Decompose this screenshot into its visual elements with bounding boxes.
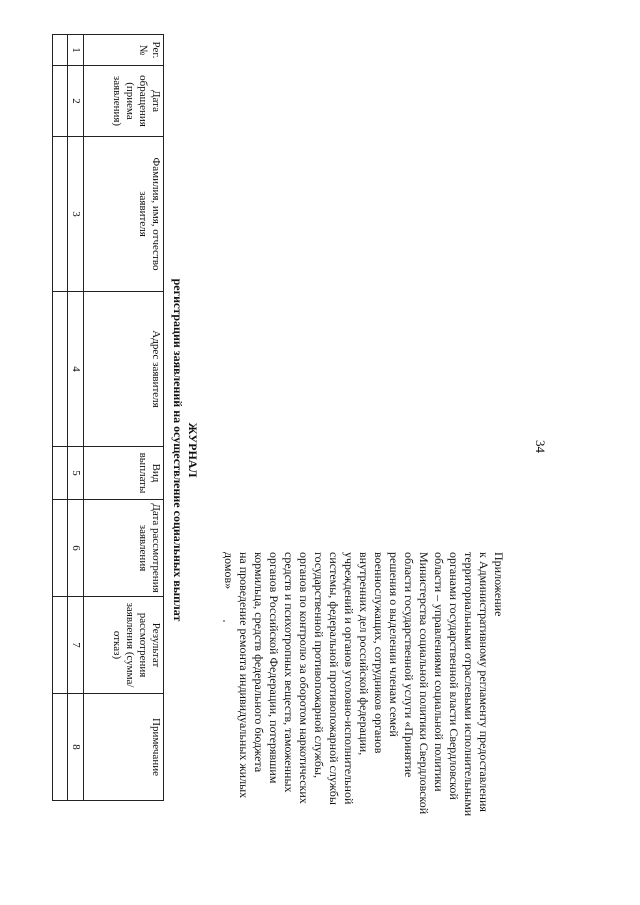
appendix-line: внутренних дел российской федерации,	[357, 552, 371, 756]
appendix-line: решения о выделении членам семей	[387, 552, 401, 737]
appendix-line: средств и психотропных веществ, таможенных	[282, 552, 296, 793]
journal-subtitle: регистрации заявлений на осуществление социальных выплат	[171, 278, 185, 622]
header-applicant-name: Фамилия, имя, отчество заявителя	[84, 137, 164, 292]
scan-speck	[223, 620, 225, 622]
appendix-line: территориальными отраслевыми исполнительными	[462, 552, 476, 817]
header-review-date: Дата рассмотрения заявления	[84, 500, 164, 597]
header-reg-number: Рег. №	[84, 35, 164, 66]
column-number: 8	[68, 694, 84, 801]
table-number-row	[68, 35, 84, 801]
appendix-line: области государственной услуги «Принятие	[402, 552, 416, 778]
registration-table	[52, 34, 164, 801]
page-number: 34	[533, 440, 548, 453]
appendix-line: Министерства социальной политики Свердловской	[417, 552, 431, 815]
appendix-line: военнослужащих, сотрудников органов	[372, 552, 386, 754]
table-cell	[53, 597, 68, 694]
appendix-line: кормильца, средств федерального бюджета	[252, 552, 266, 773]
appendix-line: органов по контролю за оборотом наркотических	[297, 552, 311, 804]
appendix-line: к Административному регламенту предоставления	[477, 552, 491, 812]
table-cell	[53, 694, 68, 801]
appendix-line: Приложение	[492, 552, 506, 617]
appendix-line: системы, федеральной противопожарной службы	[327, 552, 341, 805]
appendix-note	[221, 552, 506, 882]
header-note: Примечание	[84, 694, 164, 801]
table-header-row	[84, 35, 164, 801]
column-number: 1	[68, 35, 84, 66]
column-number: 5	[68, 447, 84, 500]
table-cell	[53, 500, 68, 597]
header-review-result: Результат рассмотрения заявления (сумма/отказ)	[84, 597, 164, 694]
header-application-date: Дата обращения (приема заявления)	[84, 66, 164, 137]
column-number: 4	[68, 292, 84, 447]
journal-heading	[170, 20, 200, 880]
appendix-line: учреждений и органов уголовно-исполнительной	[342, 552, 356, 805]
column-number: 3	[68, 137, 84, 292]
header-applicant-address: Адрес заявителя	[84, 292, 164, 447]
appendix-line: на проведение ремонта индивидуальных жилых	[237, 552, 251, 799]
appendix-line: органов Российской Федерации, потерявшим	[267, 552, 281, 784]
header-payment-type: Вид выплаты	[84, 447, 164, 500]
appendix-line: органами государственной власти Свердловской	[447, 552, 461, 800]
table-cell	[53, 35, 68, 66]
journal-title: ЖУРНАЛ	[186, 422, 200, 478]
table-cell	[53, 292, 68, 447]
table-row	[53, 35, 68, 801]
table-cell	[53, 66, 68, 137]
document-page	[0, 20, 590, 880]
appendix-line: домов»	[222, 552, 236, 590]
appendix-line: государственной противопожарной службы,	[312, 552, 326, 779]
column-number: 6	[68, 500, 84, 597]
table-cell	[53, 137, 68, 292]
table-cell	[53, 447, 68, 500]
column-number: 7	[68, 597, 84, 694]
column-number: 2	[68, 66, 84, 137]
appendix-line: области – управлениями социальной политики	[432, 552, 446, 792]
